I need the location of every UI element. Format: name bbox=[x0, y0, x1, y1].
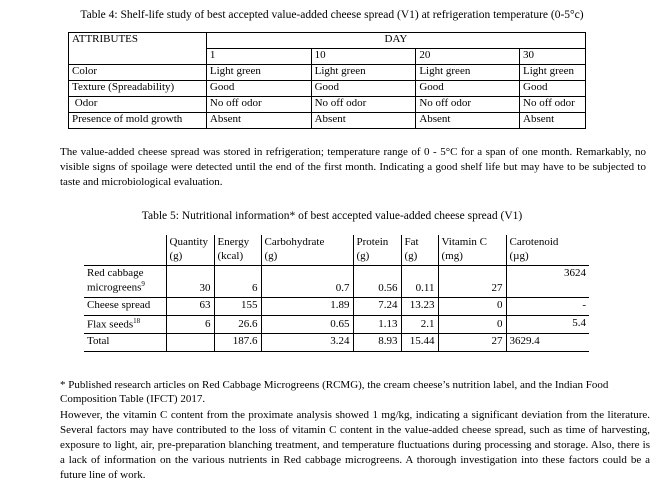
table-row bbox=[69, 81, 586, 97]
table5-footnote: * Published research articles on Red Cabbage Microgreens (RCMG), the cream cheese’s nutrition label, and the Indian Food Composition Table (IFCT) 2017. bbox=[60, 379, 609, 405]
table-cell: Light green bbox=[520, 65, 586, 81]
table-cell: 0.56 bbox=[353, 265, 401, 297]
day-10: 10 bbox=[311, 49, 416, 65]
row-label-red-cabbage: Red cabbage microgreens$^9$ bbox=[84, 265, 166, 297]
nutrition-table bbox=[84, 235, 589, 352]
table-cell: 15.44 bbox=[401, 334, 438, 352]
day-20: 20 bbox=[416, 49, 520, 65]
table-row bbox=[69, 113, 586, 129]
table-cell: 27 bbox=[438, 334, 506, 352]
carbohydrate-header: Carbohydrate (g) bbox=[261, 235, 353, 265]
row-label-flax-seeds: Flax seeds$^{18}$ bbox=[84, 315, 166, 333]
day-1: 1 bbox=[206, 49, 311, 65]
table-cell: 27 bbox=[438, 265, 506, 297]
day-30: 30 bbox=[520, 49, 586, 65]
table-cell: 2.1 bbox=[401, 315, 438, 333]
table-cell: Light green bbox=[311, 65, 416, 81]
table-cell: Good bbox=[416, 81, 520, 97]
vitamin-c-header: Vitamin C (mg) bbox=[438, 235, 506, 265]
table-row bbox=[84, 334, 589, 352]
table-cell: 1.13 bbox=[353, 315, 401, 333]
table-row bbox=[84, 265, 589, 297]
table-cell: 0.11 bbox=[401, 265, 438, 297]
table-cell: 3.24 bbox=[261, 334, 353, 352]
table4-caption: Table 4: Shelf-life study of best accepted value-added cheese spread (V1) at refrigeration temperature (0-5°c) bbox=[80, 9, 584, 21]
table-cell: No off odor bbox=[206, 97, 311, 113]
table-header-row bbox=[84, 235, 589, 265]
table-cell: 3624 bbox=[506, 265, 589, 297]
table5-caption: Table 5: Nutritional information* of best accepted value-added cheese spread (V1) bbox=[141, 210, 523, 222]
table-cell: 6 bbox=[166, 315, 214, 333]
table-cell: 1.89 bbox=[261, 297, 353, 315]
table-cell: 7.24 bbox=[353, 297, 401, 315]
table-cell: Good bbox=[311, 81, 416, 97]
attribute-mold: Presence of mold growth bbox=[69, 113, 207, 129]
attribute-color: Color bbox=[69, 65, 207, 81]
table-cell: 0 bbox=[438, 315, 506, 333]
table-cell: Absent bbox=[520, 113, 586, 129]
table-cell: No off odor bbox=[520, 97, 586, 113]
vitamin-c-paragraph: However, the vitamin C content from the proximate analysis showed 1 mg/kg, indicating a significant deviation from the literature. Several factors may have contributed to the loss of vitamin C content in the value-added cheese spread, such as time of harvesting, exposure to light, air, pre-preparation blanching treatment, and temperature fluctuations during processing and storage. Also, there is a lack of information on the various nutrients in Red cabbage microgreens. A thorough investigation into these factors could be a future line of work. bbox=[60, 409, 650, 481]
table-cell: 63 bbox=[166, 297, 214, 315]
table-cell: 26.6 bbox=[214, 315, 261, 333]
table-cell: 155 bbox=[214, 297, 261, 315]
table-cell: Light green bbox=[416, 65, 520, 81]
table-cell: 187.6 bbox=[214, 334, 261, 352]
shelf-life-paragraph: The value-added cheese spread was stored in refrigeration; temperature range of 0 - 5°C for a span of one month. Remarkably, no visible signs of spoilage were detected until the end of the first month. Indicating a good shelf life but may have to be subjected to taste and microbiological evaluation. bbox=[60, 146, 646, 188]
table-cell: 6 bbox=[214, 265, 261, 297]
fat-header: Fat (g) bbox=[401, 235, 438, 265]
table-cell: 0.7 bbox=[261, 265, 353, 297]
protein-header: Protein (g) bbox=[353, 235, 401, 265]
table-cell: No off odor bbox=[416, 97, 520, 113]
table-cell: 0 bbox=[438, 297, 506, 315]
table-cell: 0.65 bbox=[261, 315, 353, 333]
table-row bbox=[84, 315, 589, 333]
table-row bbox=[84, 297, 589, 315]
table-cell: Absent bbox=[311, 113, 416, 129]
attribute-texture: Texture (Spreadability) bbox=[69, 81, 207, 97]
table-cell bbox=[166, 334, 214, 352]
shelf-life-table bbox=[68, 32, 586, 129]
empty-header-cell bbox=[84, 235, 166, 265]
table-cell: 8.93 bbox=[353, 334, 401, 352]
attribute-odor: Odor bbox=[69, 97, 207, 113]
table-cell: 3629.4 bbox=[506, 334, 589, 352]
table-cell: 30 bbox=[166, 265, 214, 297]
table-cell: Good bbox=[206, 81, 311, 97]
table-cell: No off odor bbox=[311, 97, 416, 113]
row-label-total: Total bbox=[84, 334, 166, 352]
day-header: DAY bbox=[206, 33, 585, 49]
table-cell: Absent bbox=[206, 113, 311, 129]
row-label-cheese-spread: Cheese spread bbox=[84, 297, 166, 315]
table-row bbox=[69, 65, 586, 81]
energy-header: Energy (kcal) bbox=[214, 235, 261, 265]
attributes-header: ATTRIBUTES bbox=[69, 33, 207, 65]
table-cell: Absent bbox=[416, 113, 520, 129]
table-cell: Light green bbox=[206, 65, 311, 81]
table-cell: - bbox=[506, 297, 589, 315]
table-row bbox=[69, 97, 586, 113]
table-cell: Good bbox=[520, 81, 586, 97]
table-cell: 5.4 bbox=[506, 315, 589, 333]
carotenoid-header: Carotenoid (µg) bbox=[506, 235, 589, 265]
quantity-header: Quantity (g) bbox=[166, 235, 214, 265]
table-cell: 13.23 bbox=[401, 297, 438, 315]
